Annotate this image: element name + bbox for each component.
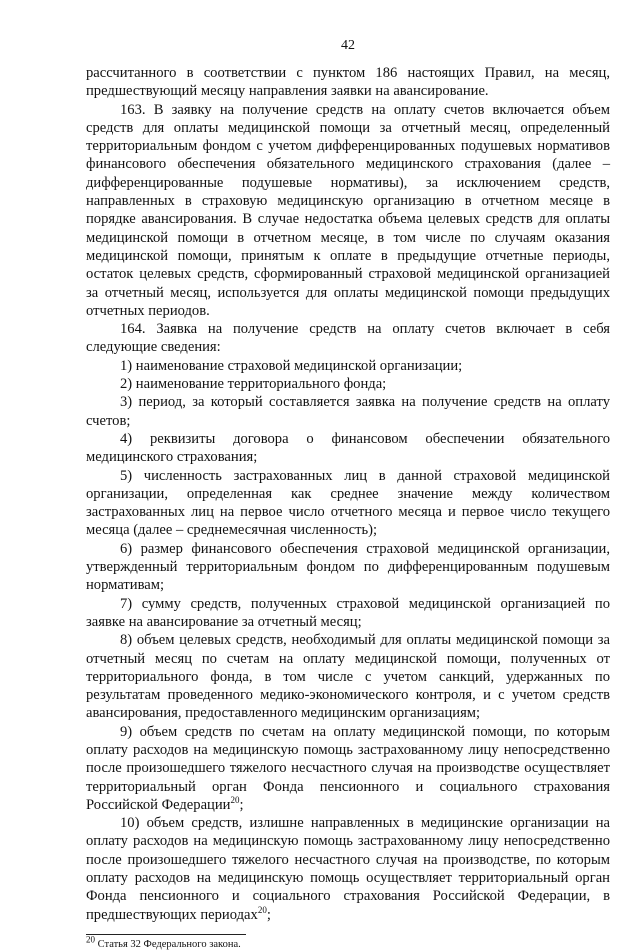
paragraph-text: 6) размер финансового обеспечения страховой медицинской организации, утвержденный территориальным фондом по дифференцированным подушевым нормативам;	[86, 540, 610, 594]
paragraph	[86, 723, 610, 814]
paragraph-text: 9) объем средств по счетам на оплату медицинской помощи, по которым оплату расходов на медицинскую помощь застрахованному лицу непосредственно после произошедшего тяжелого несчастного случая на производстве осуществляет территориальный орган Фонда пенсионного и социального страхования Российской Федерации	[86, 723, 610, 813]
paragraph	[86, 393, 610, 430]
paragraph	[86, 814, 610, 924]
paragraph-text: 3) период, за который составляется заявка на получение средств на оплату счетов;	[86, 394, 610, 429]
paragraph	[86, 320, 610, 357]
paragraph	[86, 357, 610, 375]
paragraph-text: 1) наименование страховой медицинской организации;	[120, 357, 463, 374]
paragraph	[86, 375, 610, 393]
footnote-mark: 20	[86, 934, 95, 945]
paragraph	[86, 467, 610, 540]
paragraph-text: 8) объем целевых средств, необходимый для оплаты медицинской помощи за отчетный месяц по счетам на оплату медицинской помощи, полученных от территориального фонда, в том числе с учетом санкций, удержанных по результатам проведенного медико-экономического контроля, и с учетом средств авансирования, предоставленного медицинским организациям;	[86, 632, 610, 722]
paragraph-text: рассчитанного в соответствии с пунктом 186 настоящих Правил, на месяц, предшествующий месяцу направления заявки на авансирование.	[86, 65, 610, 100]
footnote-divider	[86, 934, 246, 935]
footnote-reference: 20	[230, 795, 240, 806]
page-number: 42	[341, 38, 355, 53]
paragraph	[86, 540, 610, 595]
paragraph	[86, 631, 610, 722]
paragraph-ending: ;	[266, 906, 271, 923]
paragraph	[86, 595, 610, 632]
paragraph-text: 5) численность застрахованных лиц в данной страховой медицинской организации, определенная как среднее значение между количеством застрахованных лиц на первое число отчетного месяца и первое число текущего месяца (далее – среднемесячная численность);	[86, 467, 610, 539]
paragraph-text: 163. В заявку на получение средств на оплату счетов включается объем средств для оплаты медицинской помощи за отчетный месяц, определенный территориальным фондом с учетом дифференцированных подушевых нормативов финансового обеспечения обязательного медицинского страхования (далее – дифференцированные подушевые нормативы), за исключением средств, направленных в страховую медицинскую организацию в отчетном месяце в порядке авансирования. В случае недостатка объема целевых средств для оплаты медицинской помощи в отчетном месяце, в том числе по случаям оказания медицинской помощи, принятым к оплате в предыдущие отчетные периоды, остаток целевых средств, сформированный страховой медицинской организацией за отчетный месяц, используется для оплаты медицинской помощи предыдущих отчетных периодов.	[86, 101, 610, 319]
paragraph-text: 7) сумму средств, полученных страховой медицинской организацией по заявке на авансирование за отчетный месяц;	[86, 595, 610, 630]
footnote-text: Статья 32 Федерального закона.	[95, 938, 241, 950]
paragraph	[86, 101, 610, 321]
paragraph-ending: ;	[239, 796, 244, 813]
paragraph-text: 4) реквизиты договора о финансовом обеспечении обязательного медицинского страхования;	[86, 430, 610, 466]
footnote-reference: 20	[257, 904, 267, 915]
paragraph-text: 2) наименование территориального фонда;	[120, 376, 387, 393]
paragraph-text: 164. Заявка на получение средств на оплату счетов включает в себя следующие сведения:	[86, 321, 610, 356]
paragraph-text: 10) объем средств, излишне направленных в медицинские организации на оплату расходов на медицинскую помощь застрахованному лицу непосредственно после произошедшего тяжелого несчастного случая на производстве, по которым оплату расходов на медицинскую помощь осуществляет территориальный орган Фонда пенсионного и социального страхования Российской Федерации, в предшествующих периодах	[86, 815, 610, 923]
paragraph	[86, 64, 610, 101]
footnote	[86, 934, 610, 951]
document-body	[86, 64, 610, 924]
paragraph	[86, 430, 610, 467]
